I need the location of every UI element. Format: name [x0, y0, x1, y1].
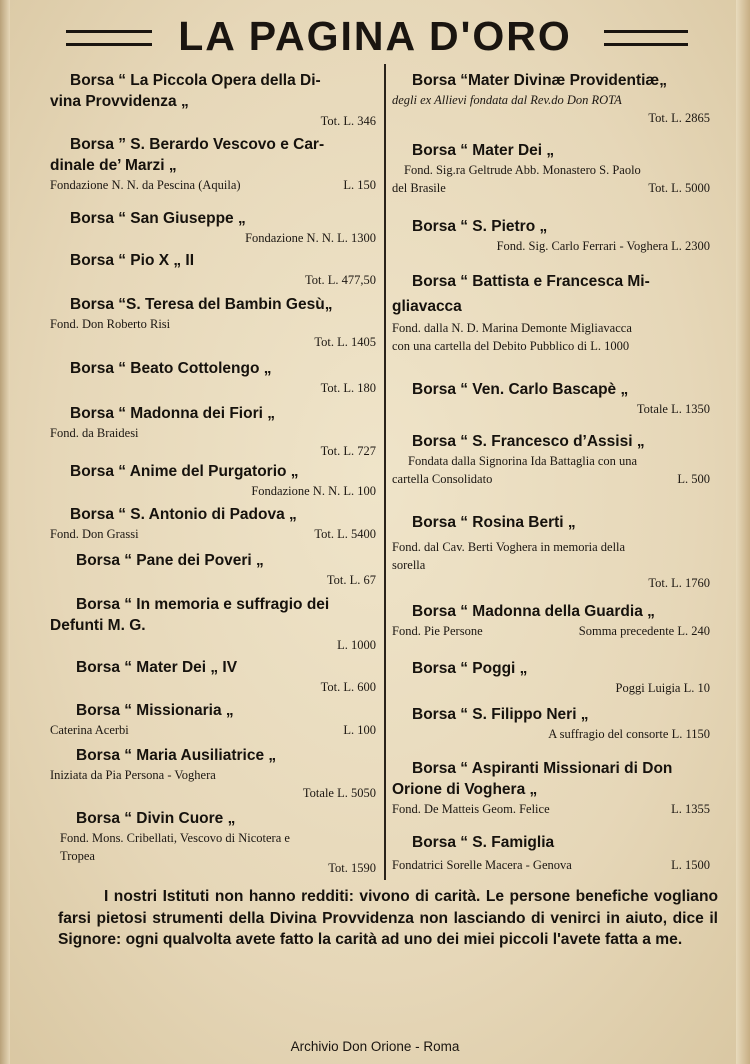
entry-amount: L. 1355: [671, 802, 710, 816]
list-item: [50, 504, 376, 543]
entry-detail: Fond. da Braidesi: [50, 426, 139, 440]
entry-name: Borsa “ Ven. Carlo Bascapè „: [412, 381, 629, 398]
list-item: [392, 379, 710, 418]
entry-name: Borsa “ Poggi „: [412, 660, 528, 677]
entry-name: Borsa “ S. Filippo Neri „: [412, 706, 589, 723]
entry-detail: Fond. Sig. Carlo Ferrari - Voghera L. 2300: [496, 239, 710, 253]
column-divider: [384, 64, 386, 880]
entry-amount: Fondazione N. N. L. 1300: [245, 231, 376, 245]
entry-amount: Poggi Luigia L. 10: [615, 681, 710, 695]
list-item: [392, 704, 710, 743]
entry-name: Borsa “ Anime del Purgatorio „: [70, 463, 299, 480]
list-item: [392, 658, 710, 697]
entry-name: Borsa “ Madonna della Guardia „: [412, 603, 655, 620]
list-item: [50, 808, 376, 877]
list-item: [50, 208, 376, 247]
entry-amount: L. 500: [677, 472, 710, 486]
entry-detail-cont: del Brasile: [392, 181, 446, 195]
list-item: [50, 294, 376, 351]
list-item: [392, 431, 710, 488]
entry-amount: Tot. L. 1760: [648, 576, 710, 590]
entry-detail: Fond. De Matteis Geom. Felice: [392, 802, 550, 816]
list-item: [392, 758, 710, 818]
list-item: [50, 358, 376, 397]
entry-detail-cont: Tropea: [60, 849, 95, 863]
page-header: [0, 8, 750, 58]
entry-amount: Tot. 1590: [328, 861, 376, 875]
archive-footer: Archivio Don Orione - Roma: [290, 1039, 460, 1054]
entry-detail: Caterina Acerbi: [50, 723, 129, 737]
entry-amount: Totale L. 5050: [302, 786, 376, 800]
list-item: [50, 594, 376, 654]
title-rule-right: [604, 30, 688, 46]
list-item: [392, 512, 710, 592]
entry-detail-cont: con una cartella del Debito Pubblico di L. 1000: [392, 339, 630, 353]
entry-name: Borsa “ Mater Dei „: [412, 142, 555, 159]
page-edge-right: [736, 0, 750, 1064]
entry-name-cont: Defunti M. G.: [50, 617, 146, 634]
entry-amount: L. 150: [343, 178, 376, 192]
entry-detail: Iniziata da Pia Persona - Voghera: [50, 768, 216, 782]
entry-name: Borsa “ Battista e Francesca Mi-: [412, 273, 650, 290]
entry-name: Borsa “ Missionaria „: [76, 702, 234, 719]
entry-amount: L. 1500: [671, 858, 710, 872]
entry-name: Borsa “ Divin Cuore „: [76, 810, 236, 827]
list-item: [392, 271, 710, 355]
closing-paragraph: I nostri Istituti non hanno redditi: vivono di carità. Le persone benefiche vogliano farsi pietosi strumenti della Divina Provvidenza non lasciando di venirci in aiuto, dice il Signore: ogni qualvolta avete fatto la carità ad uno dei miei piccoli l'avete fatta a me.: [58, 888, 718, 948]
entry-amount: Tot. L. 477,50: [305, 273, 376, 287]
entry-name: Borsa “ Pane dei Poveri „: [76, 552, 264, 569]
entry-detail: Fond. Don Roberto Risi: [50, 317, 171, 331]
entry-detail: Fond. dalla N. D. Marina Demonte Migliavacca: [392, 321, 632, 335]
entry-name: Borsa “ Mater Dei „ IV: [76, 659, 238, 676]
entry-amount: Tot. L. 180: [320, 381, 376, 395]
entry-detail: Fondatrici Sorelle Macera - Genova: [392, 858, 572, 872]
entry-name: Borsa “ La Piccola Opera della Di-: [70, 72, 321, 89]
list-item: [392, 216, 710, 255]
entry-amount: Tot. L. 2865: [648, 111, 710, 125]
list-item: [50, 70, 376, 130]
entry-name: Borsa “ Pio X „ II: [70, 252, 195, 269]
list-item: [392, 832, 710, 874]
entry-name: Borsa “ Beato Cottolengo „: [70, 360, 272, 377]
entry-amount: Tot. L. 5000: [648, 181, 710, 195]
list-item: [50, 700, 376, 739]
entry-name: Borsa “ Aspiranti Missionari di Don: [412, 760, 673, 777]
entry-detail: degli ex Allievi fondata dal Rev.do Don ROTA: [392, 93, 622, 107]
entry-name-cont: vina Provvidenza „: [50, 93, 189, 110]
list-item: [392, 601, 710, 640]
entry-amount: A suffragio del consorte L. 1150: [548, 727, 710, 741]
entry-name: Borsa “ S. Francesco d’Assisi „: [412, 433, 645, 450]
entry-amount: Tot. L. 67: [326, 573, 376, 587]
entry-detail-cont: sorella: [392, 558, 426, 572]
page-title: LA PAGINA D'ORO: [178, 13, 572, 59]
list-item: [392, 140, 710, 197]
entry-detail: Fond. Mons. Cribellati, Vescovo di Nicotera e: [60, 831, 290, 845]
entry-name: Borsa “ Rosina Berti „: [412, 514, 576, 531]
list-item: [50, 461, 376, 500]
list-item: [50, 403, 376, 460]
entry-name: Borsa “ San Giuseppe „: [70, 210, 246, 227]
entry-name-cont: dinale de’ Marzi „: [50, 157, 177, 174]
entry-detail: Fondazione N. N. da Pescina (Aquila): [50, 178, 241, 192]
entry-name: Borsa “ Maria Ausiliatrice „: [76, 747, 277, 764]
list-item: [50, 250, 376, 289]
entry-name: Borsa “S. Teresa del Bambin Gesù„: [70, 296, 333, 313]
entry-name: Borsa ” S. Berardo Vescovo e Car-: [70, 136, 325, 153]
entry-name-cont: gliavacca: [392, 298, 462, 315]
entry-detail: Fond. Don Grassi: [50, 527, 139, 541]
entry-amount: Tot. L. 727: [320, 444, 376, 458]
entry-amount: Tot. L. 1405: [314, 335, 376, 349]
page-edge-left: [0, 0, 10, 1064]
entry-detail: Fond. dal Cav. Berti Voghera in memoria della: [392, 540, 626, 554]
list-item: [392, 70, 710, 127]
entry-detail: Fondata dalla Signorina Ida Battaglia con una: [408, 454, 638, 468]
list-item: [50, 134, 376, 194]
entry-amount: L. 1000: [337, 638, 376, 652]
entry-amount: L. 100: [343, 723, 376, 737]
entry-detail: Fond. Sig.ra Geltrude Abb. Monastero S. Paolo: [404, 163, 641, 177]
list-item: [50, 550, 376, 589]
entry-name: Borsa “ Madonna dei Fiori „: [70, 405, 275, 422]
entry-name: Borsa “ In memoria e suffragio dei: [76, 596, 330, 613]
entry-amount: Fondazione N. N. L. 100: [251, 484, 376, 498]
entry-detail: Fond. Pie Persone: [392, 624, 483, 638]
entry-name: Borsa “Mater Divinæ Providentiæ„: [412, 72, 667, 89]
entry-name: Borsa “ S. Famiglia: [412, 834, 555, 851]
list-item: [50, 745, 376, 802]
entry-amount: Somma precedente L. 240: [578, 624, 710, 638]
entry-name: Borsa “ S. Pietro „: [412, 218, 548, 235]
entry-detail-cont: cartella Consolidato: [392, 472, 493, 486]
entry-amount: Totale L. 1350: [636, 402, 710, 416]
list-item: [50, 657, 376, 696]
entry-name: Borsa “ S. Antonio di Padova „: [70, 506, 297, 523]
entry-amount: Tot. L. 346: [320, 114, 376, 128]
entry-amount: Tot. L. 5400: [314, 527, 376, 541]
entry-amount: Tot. L. 600: [320, 680, 376, 694]
entry-name-cont: Orione di Voghera „: [392, 781, 538, 798]
